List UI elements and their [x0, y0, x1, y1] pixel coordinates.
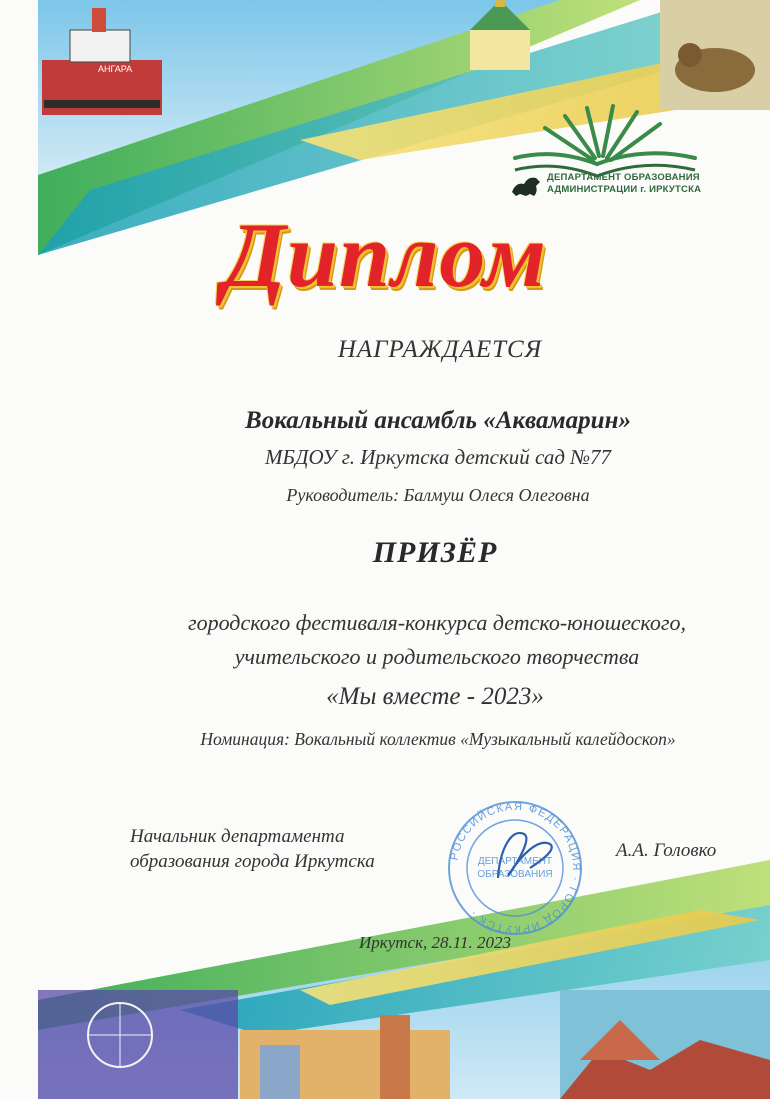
institution-name: МБДОУ г. Иркутска детский сад №77 [264, 445, 612, 469]
babr-emblem-icon [510, 172, 544, 198]
signatory-position-line1: Начальник департамента [130, 826, 345, 847]
department-name-line1: ДЕПАРТАМЕНТ ОБРАЗОВАНИЯ [547, 172, 700, 183]
diploma-title: Диплом [223, 204, 547, 306]
festival-description-line1: городского фестиваля-конкурса детско-юношеского, [188, 610, 686, 635]
svg-text:ДЕПАРТАМЕНТ: ДЕПАРТАМЕНТ [477, 856, 553, 867]
svg-text:ОБРАЗОВАНИЯ: ОБРАЗОВАНИЯ [477, 869, 553, 880]
signatory-position-line2: образования города Иркутска [130, 851, 375, 872]
animal-painting [660, 0, 770, 110]
leader-name: Руководитель: Балмуш Олеся Олеговна [286, 485, 590, 505]
bottom-decor-band [38, 860, 770, 1099]
department-name [547, 172, 707, 196]
department-name-line2: АДМИНИСТРАЦИИ г. ИРКУТСКА [547, 184, 702, 195]
svg-text:АНГАРА: АНГАРА [98, 64, 133, 74]
ferris-wheel-painting [38, 990, 238, 1099]
nomination-text: Номинация: Вокальный коллектив «Музыкальный калейдоскоп» [200, 729, 676, 749]
place-and-date: Иркутск, 28.11. 2023 [358, 933, 512, 952]
lake-painting [560, 990, 770, 1099]
festival-name: «Мы вместе - 2023» [326, 683, 544, 710]
signatory-name: А.А. Головко [616, 840, 717, 861]
awarded-label: НАГРАЖДАЕТСЯ [337, 336, 543, 363]
rank-title: ПРИЗЁР [372, 536, 498, 569]
official-stamp [440, 798, 590, 938]
recipient-name: Вокальный ансамбль «Аквамарин» [245, 407, 631, 434]
festival-description-line2: учительского и родительского творчества [234, 644, 640, 669]
svg-text:РОССИЙСКАЯ ФЕДЕРАЦИЯ · ГОРОД И: РОССИЙСКАЯ ФЕДЕРАЦИЯ · ГОРОД ИРКУТСК · [448, 800, 583, 936]
